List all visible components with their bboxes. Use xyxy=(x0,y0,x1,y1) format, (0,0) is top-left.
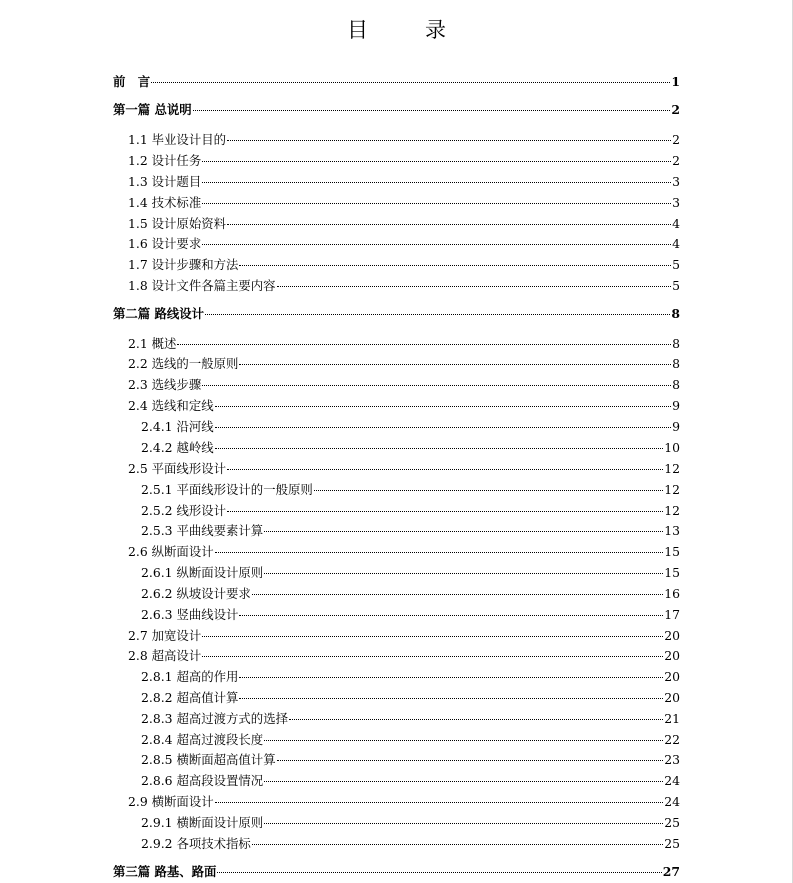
toc-section-entry[interactable] xyxy=(128,235,680,252)
dot-leader xyxy=(227,224,671,225)
toc-entry-label: 2.3 选线步骤 xyxy=(128,377,202,392)
toc-page-number: 5 xyxy=(672,257,680,272)
toc-section-entry[interactable] xyxy=(141,668,680,685)
dot-leader xyxy=(239,698,663,699)
toc-page-number: 8 xyxy=(672,377,680,392)
dot-leader xyxy=(202,385,671,386)
toc-section-entry[interactable] xyxy=(128,647,680,664)
toc-section-entry[interactable] xyxy=(141,689,680,706)
toc-section-entry[interactable] xyxy=(141,502,680,519)
dot-leader xyxy=(151,82,670,83)
toc-section-entry[interactable] xyxy=(141,772,680,789)
toc-chapter-entry[interactable] xyxy=(113,101,680,118)
toc-page-number: 13 xyxy=(664,523,680,538)
toc-section-entry[interactable] xyxy=(141,814,680,831)
toc-page-number: 20 xyxy=(664,669,680,684)
dot-leader xyxy=(314,490,663,491)
dot-leader xyxy=(239,677,663,678)
toc-page-number: 12 xyxy=(664,482,680,497)
toc-section-entry[interactable] xyxy=(141,710,680,727)
toc-page-number: 12 xyxy=(664,461,680,476)
toc-section-entry[interactable] xyxy=(128,256,680,273)
toc-entry-label: 2.6.1 纵断面设计原则 xyxy=(141,565,264,580)
toc-entry-label: 2.8.2 超高值计算 xyxy=(141,690,239,705)
dot-leader xyxy=(177,344,671,345)
toc-entry-label: 1.7 设计步骤和方法 xyxy=(128,257,239,272)
toc-page-number: 12 xyxy=(664,503,680,518)
dot-leader xyxy=(215,427,671,428)
toc-section-entry[interactable] xyxy=(128,376,680,393)
toc-entry-label: 1.8 设计文件各篇主要内容 xyxy=(128,278,276,293)
toc-entry-label: 2.5 平面线形设计 xyxy=(128,461,226,476)
toc-page-number: 27 xyxy=(662,864,680,879)
toc-page-number: 8 xyxy=(672,356,680,371)
toc-section-entry[interactable] xyxy=(128,194,680,211)
toc-page-number: 20 xyxy=(664,690,680,705)
toc-entry-label: 2.5.2 线形设计 xyxy=(141,503,227,518)
toc-page-number: 2 xyxy=(671,102,680,117)
toc-entry-label: 1.5 设计原始资料 xyxy=(128,216,226,231)
dot-leader xyxy=(215,406,671,407)
dot-leader xyxy=(215,552,664,553)
toc-page-number: 4 xyxy=(672,216,680,231)
toc-entry-label: 2.4 选线和定线 xyxy=(128,398,214,413)
toc-page-number: 8 xyxy=(671,306,680,321)
toc-chapter-entry[interactable] xyxy=(113,863,680,880)
toc-entry-label: 2.6 纵断面设计 xyxy=(128,544,214,559)
toc-page-number: 16 xyxy=(664,586,680,601)
dot-leader xyxy=(239,615,663,616)
dot-leader xyxy=(264,740,663,741)
toc-section-entry[interactable] xyxy=(128,397,680,414)
toc-page-number: 8 xyxy=(672,336,680,351)
toc-page-number: 9 xyxy=(672,398,680,413)
dot-leader xyxy=(264,531,663,532)
toc-entry-label: 前 言 xyxy=(113,74,151,89)
dot-leader xyxy=(202,161,671,162)
dot-leader xyxy=(217,872,661,873)
toc-section-entry[interactable] xyxy=(128,460,680,477)
dot-leader xyxy=(202,656,663,657)
toc-entry-label: 2.8 超高设计 xyxy=(128,648,202,663)
dot-leader xyxy=(252,594,663,595)
toc-page-number: 22 xyxy=(664,732,680,747)
dot-leader xyxy=(215,802,664,803)
toc-entry-label: 2.7 加宽设计 xyxy=(128,628,202,643)
toc-page-number: 24 xyxy=(664,794,680,809)
toc-page-number: 2 xyxy=(672,153,680,168)
toc-section-entry[interactable] xyxy=(128,173,680,190)
toc-page-number: 10 xyxy=(664,440,680,455)
dot-leader xyxy=(264,573,663,574)
toc-section-entry[interactable] xyxy=(128,627,680,644)
toc-section-entry[interactable] xyxy=(128,131,680,148)
toc-section-entry[interactable] xyxy=(141,751,680,768)
toc-entry-label: 2.6.3 竖曲线设计 xyxy=(141,607,239,622)
toc-section-entry[interactable] xyxy=(141,418,680,435)
toc-entry-label: 2.8.6 超高段设置情况 xyxy=(141,773,264,788)
toc-section-entry[interactable] xyxy=(141,522,680,539)
dot-leader xyxy=(227,140,671,141)
toc-chapter-entry[interactable] xyxy=(113,73,680,90)
toc-page-number: 15 xyxy=(664,544,680,559)
toc-entry-label: 1.4 技术标准 xyxy=(128,195,202,210)
toc-entry-label: 第三篇 路基、路面 xyxy=(113,864,217,879)
toc-section-entry[interactable] xyxy=(141,731,680,748)
dot-leader xyxy=(202,182,671,183)
toc-entry-label: 第一篇 总说明 xyxy=(113,102,192,117)
toc-entry-label: 2.5.1 平面线形设计的一般原则 xyxy=(141,482,313,497)
toc-page-number: 20 xyxy=(664,628,680,643)
toc-section-entry[interactable] xyxy=(141,585,680,602)
toc-chapter-entry[interactable] xyxy=(113,305,680,322)
toc-page-number: 3 xyxy=(672,195,680,210)
toc-section-entry[interactable] xyxy=(141,835,680,852)
dot-leader xyxy=(202,203,671,204)
toc-entry-label: 2.6.2 纵坡设计要求 xyxy=(141,586,251,601)
toc-section-entry[interactable] xyxy=(141,564,680,581)
toc-page-number: 25 xyxy=(664,836,680,851)
toc-section-entry[interactable] xyxy=(128,355,680,372)
toc-entry-label: 2.8.3 超高过渡方式的选择 xyxy=(141,711,288,726)
dot-leader xyxy=(277,760,664,761)
toc-section-entry[interactable] xyxy=(141,481,680,498)
dot-leader xyxy=(289,719,663,720)
dot-leader xyxy=(239,265,671,266)
toc-section-entry[interactable] xyxy=(128,277,680,294)
toc-entry-label: 2.5.3 平曲线要素计算 xyxy=(141,523,264,538)
toc-section-entry[interactable] xyxy=(128,543,680,560)
dot-leader xyxy=(264,823,663,824)
toc-title: 目 录 xyxy=(347,18,464,42)
dot-leader xyxy=(215,448,664,449)
toc-entry-label: 1.3 设计题目 xyxy=(128,174,202,189)
toc-page-number: 5 xyxy=(672,278,680,293)
toc-entry-label: 1.2 设计任务 xyxy=(128,153,202,168)
dot-leader xyxy=(202,636,663,637)
toc-entry-label: 2.4.2 越岭线 xyxy=(141,440,214,455)
toc-entry-label: 1.1 毕业设计目的 xyxy=(128,132,226,147)
toc-entry-label: 2.1 概述 xyxy=(128,336,177,351)
dot-leader xyxy=(193,110,671,111)
toc-page-number: 2 xyxy=(672,132,680,147)
toc-page-number: 17 xyxy=(664,607,680,622)
toc-page-number: 4 xyxy=(672,236,680,251)
toc-entry-label: 2.9 横断面设计 xyxy=(128,794,214,809)
toc-page-number: 15 xyxy=(664,565,680,580)
toc-page-number: 25 xyxy=(664,815,680,830)
toc-entry-label: 2.4.1 沿河线 xyxy=(141,419,214,434)
toc-entry-label: 1.6 设计要求 xyxy=(128,236,202,251)
toc-entry-label: 第二篇 路线设计 xyxy=(113,306,205,321)
dot-leader xyxy=(205,314,670,315)
toc-entry-label: 2.9.1 横断面设计原则 xyxy=(141,815,264,830)
dot-leader xyxy=(227,511,663,512)
toc-entry-label: 2.2 选线的一般原则 xyxy=(128,356,239,371)
dot-leader xyxy=(202,244,671,245)
dot-leader xyxy=(227,469,663,470)
dot-leader xyxy=(264,781,663,782)
toc-section-entry[interactable] xyxy=(128,335,680,352)
toc-page-number: 21 xyxy=(664,711,680,726)
toc-page-number: 9 xyxy=(672,419,680,434)
toc-page-number: 24 xyxy=(664,773,680,788)
toc-entry-label: 2.8.1 超高的作用 xyxy=(141,669,239,684)
toc-section-entry[interactable] xyxy=(128,152,680,169)
dot-leader xyxy=(239,364,671,365)
toc-entry-label: 2.8.4 超高过渡段长度 xyxy=(141,732,264,747)
toc-entry-label: 2.8.5 横断面超高值计算 xyxy=(141,752,276,767)
toc-page-number: 20 xyxy=(664,648,680,663)
toc-section-entry[interactable] xyxy=(141,606,680,623)
dot-leader xyxy=(252,844,663,845)
toc-entry-label: 2.9.2 各项技术指标 xyxy=(141,836,251,851)
toc-section-entry[interactable] xyxy=(128,793,680,810)
toc-page-number: 23 xyxy=(664,752,680,767)
toc-section-entry[interactable] xyxy=(141,439,680,456)
dot-leader xyxy=(277,286,671,287)
toc-page-number: 3 xyxy=(672,174,680,189)
toc-page-number: 1 xyxy=(671,74,680,89)
toc-section-entry[interactable] xyxy=(128,215,680,232)
